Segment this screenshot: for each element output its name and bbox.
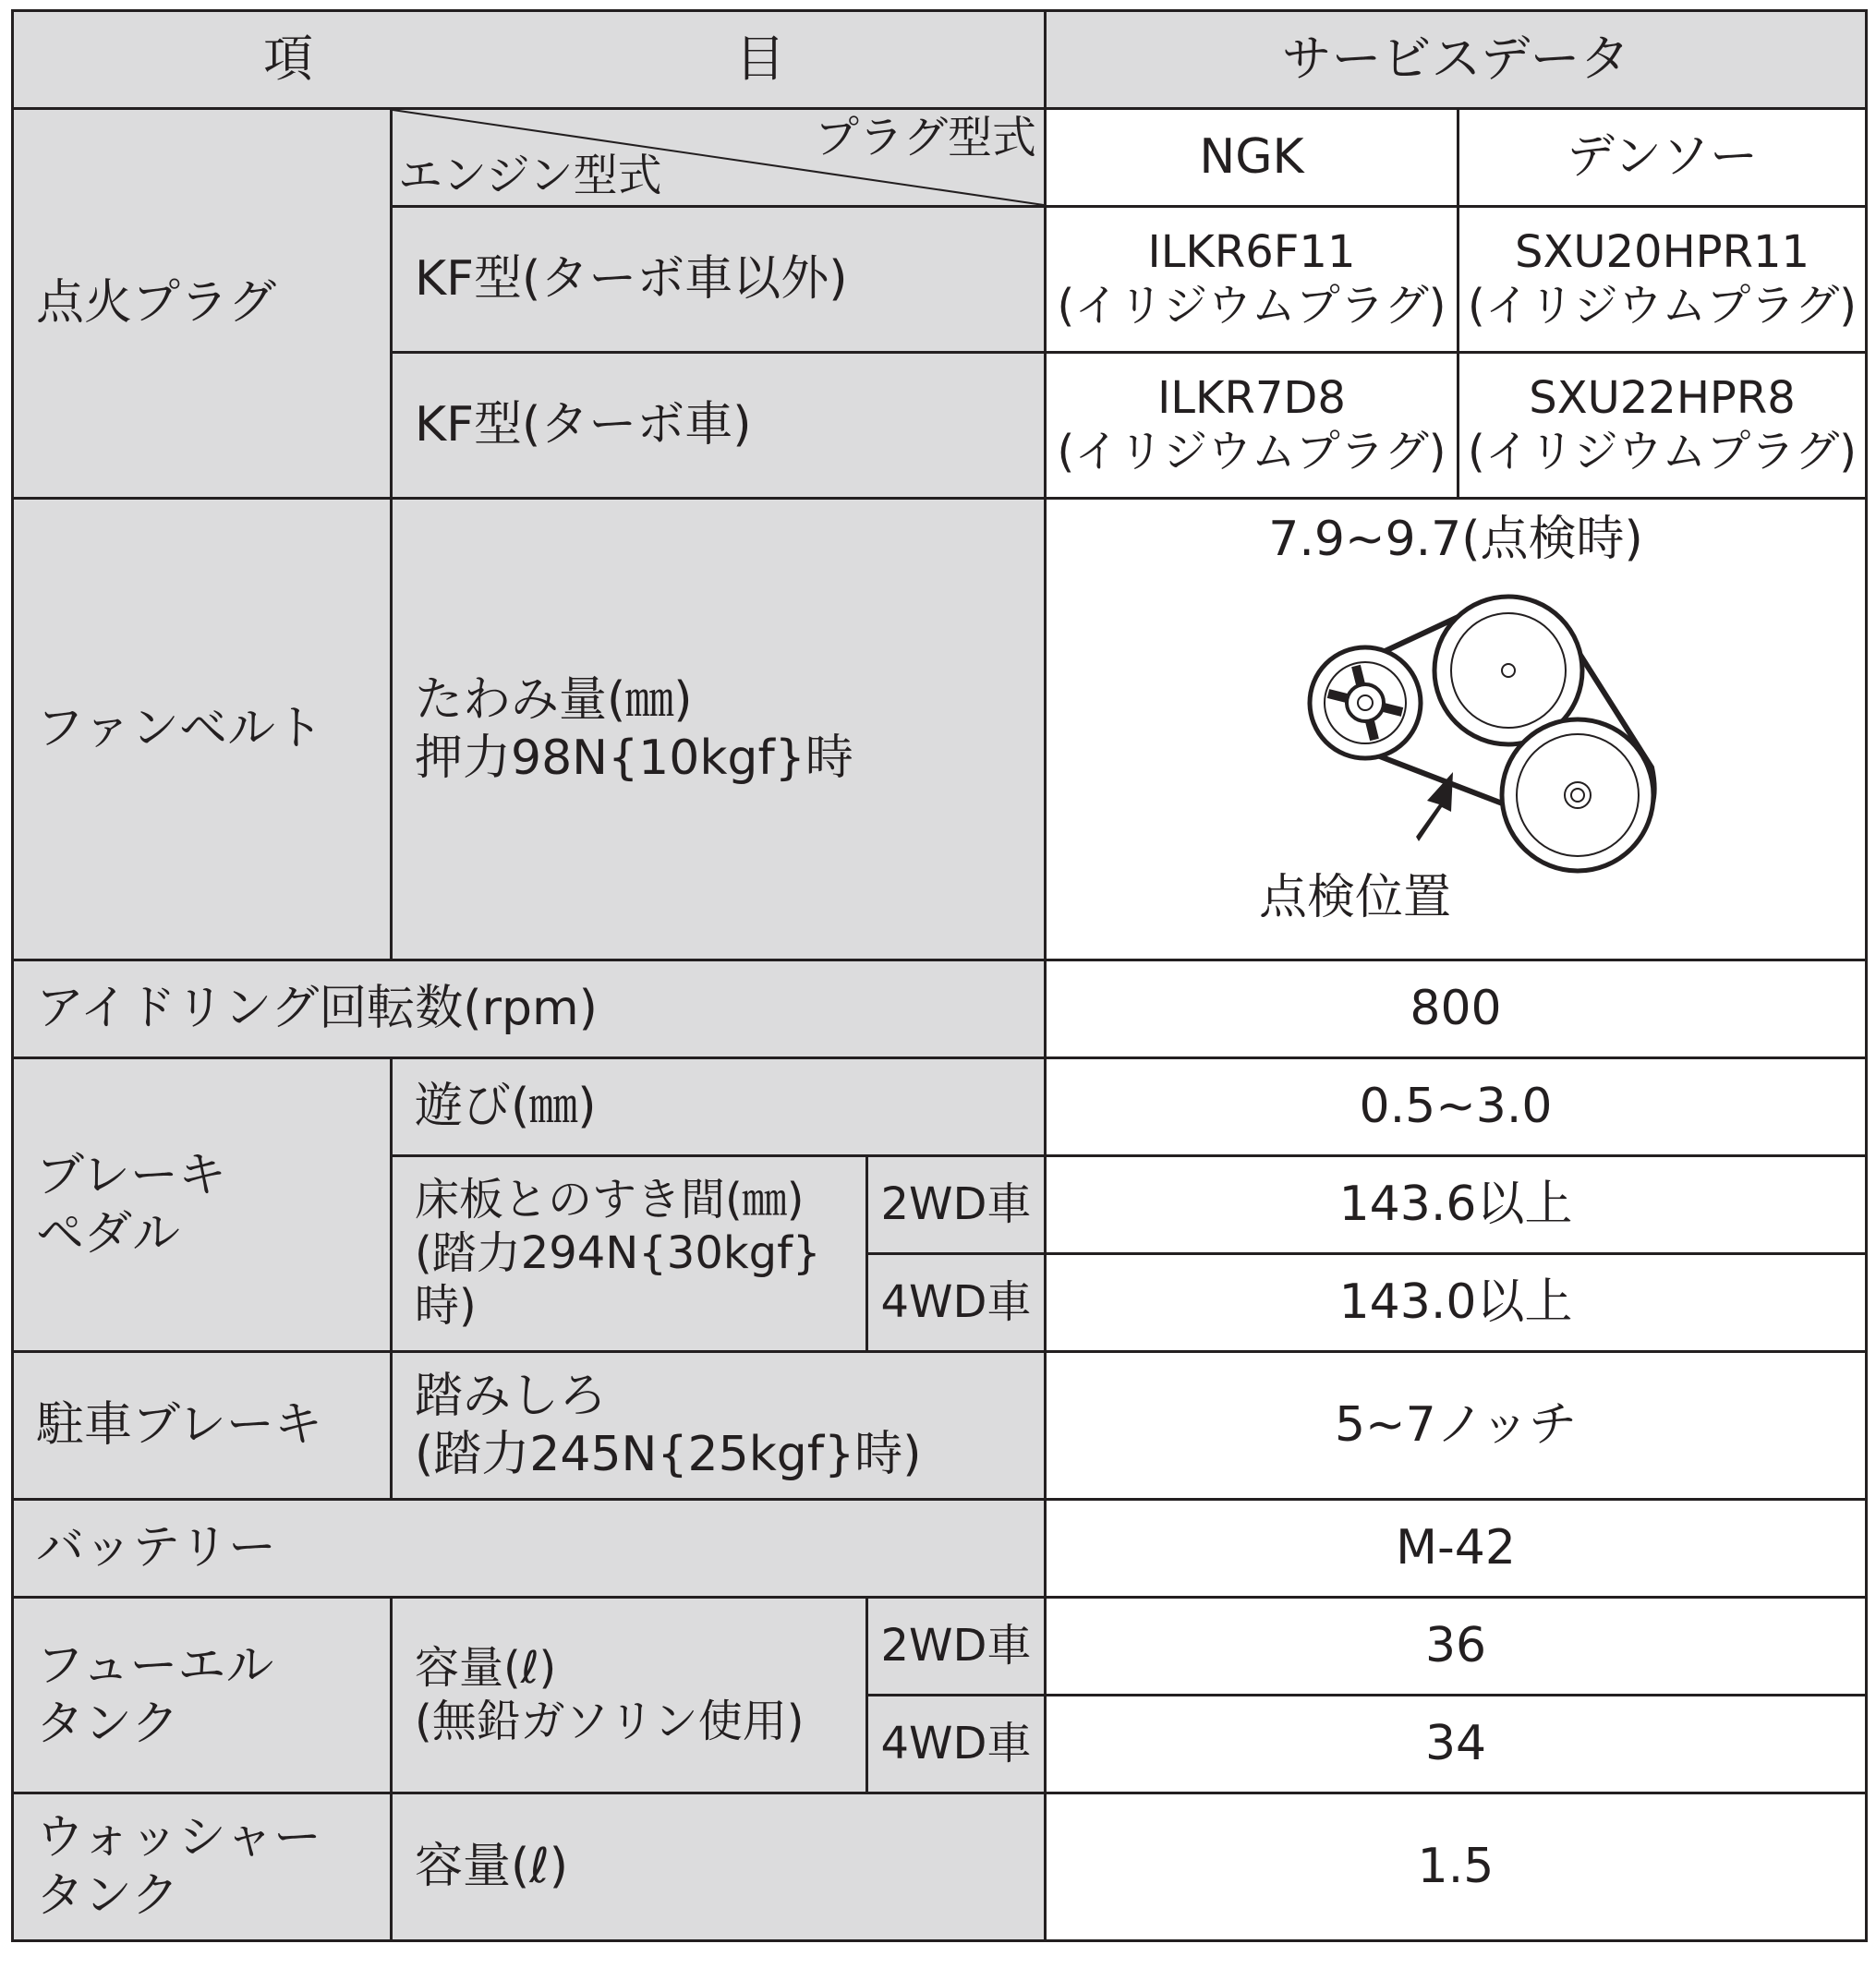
- parking-brake-item: [392, 1352, 1046, 1500]
- brake-clearance-line2: (踏力294N{30kgf}時): [415, 1226, 821, 1333]
- ngk-plug-turbo: [1046, 353, 1458, 499]
- brand-denso: デンソー: [1458, 109, 1867, 207]
- washer-tank-value: 1.5: [1046, 1793, 1867, 1941]
- brake-drive-4wd: 4WD車: [867, 1254, 1046, 1352]
- fuel-tank-item-line2: (無鉛ガソリン使用): [415, 1695, 805, 1747]
- ngk-part-number: ILKR6F11: [1147, 225, 1356, 278]
- fuel-tank-item-line1: 容量(ℓ): [415, 1641, 557, 1694]
- washer-tank-item: 容量(ℓ): [392, 1793, 1046, 1941]
- denso-note: (イリジウムプラグ): [1468, 425, 1858, 477]
- plug-type-label: プラグ型式: [815, 112, 1037, 163]
- idling-label: アイドリング回転数(rpm): [13, 960, 1046, 1058]
- engine-kf-turbo: KF型(ターボ車): [392, 353, 1046, 499]
- denso-plug-non-turbo: [1458, 207, 1867, 353]
- fuel-drive-4wd: 4WD車: [867, 1696, 1046, 1793]
- denso-note: (イリジウムプラグ): [1468, 279, 1858, 332]
- fan-belt-label: ファンベルト: [13, 499, 392, 960]
- engine-kf-non-turbo: KF型(ターボ車以外): [392, 207, 1046, 353]
- fuel-tank-label: [13, 1598, 392, 1793]
- washer-tank-label-line1: ウォッシャー: [36, 1810, 321, 1866]
- brake-play-label: 遊び(㎜): [392, 1058, 1046, 1156]
- brake-pedal-label-line2: ペダル: [36, 1205, 181, 1262]
- brake-clearance-line1: 床板とのすき間(㎜): [415, 1174, 805, 1226]
- fuel-tank-label-line2: タンク: [36, 1696, 179, 1752]
- brake-clearance-2wd: 143.6以上: [1046, 1156, 1867, 1254]
- denso-part-number: SXU22HPR8: [1529, 371, 1796, 424]
- inspection-position-label: 点検位置: [1259, 870, 1452, 925]
- engine-type-label: エンジン型式: [398, 150, 662, 202]
- brake-play-value: 0.5~3.0: [1046, 1058, 1867, 1156]
- idling-value: 800: [1046, 960, 1867, 1058]
- brake-clearance-4wd: 143.0以上: [1046, 1254, 1867, 1352]
- battery-value: M-42: [1046, 1500, 1867, 1598]
- belt-diagram-icon: [1287, 592, 1675, 878]
- ngk-plug-non-turbo: [1046, 207, 1458, 353]
- fuel-tank-label-line1: フューエル: [36, 1638, 274, 1695]
- brake-drive-2wd: 2WD車: [867, 1156, 1046, 1254]
- fuel-capacity-2wd: 36: [1046, 1598, 1867, 1696]
- fuel-drive-2wd: 2WD車: [867, 1598, 1046, 1696]
- fan-belt-value-cell: [1046, 499, 1867, 960]
- service-data-table: [11, 9, 1868, 1942]
- washer-tank-label: [13, 1793, 392, 1941]
- washer-tank-label-line2: タンク: [36, 1867, 179, 1924]
- header-item: [13, 11, 1046, 109]
- header-service-data: サービスデータ: [1046, 11, 1867, 109]
- brake-clearance-label: [392, 1156, 867, 1352]
- spark-plug-label: 点火プラグ: [13, 109, 392, 499]
- fuel-capacity-4wd: 34: [1046, 1696, 1867, 1793]
- fuel-tank-item: [392, 1598, 867, 1793]
- fan-belt-item: [392, 499, 1046, 960]
- fan-belt-item-line1: たわみ量(㎜): [415, 672, 693, 729]
- header-item-right: 目: [735, 30, 786, 89]
- brake-pedal-label: [13, 1058, 392, 1352]
- ngk-part-number: ILKR7D8: [1157, 371, 1346, 424]
- brake-pedal-label-line1: ブレーキ: [36, 1148, 226, 1204]
- parking-brake-value: 5~7ノッチ: [1046, 1352, 1867, 1500]
- fan-belt-item-line2: 押力98N{10kgf}時: [415, 730, 853, 786]
- brand-ngk: NGK: [1046, 109, 1458, 207]
- denso-part-number: SXU20HPR11: [1515, 225, 1810, 278]
- ngk-note: (イリジウムプラグ): [1057, 425, 1446, 477]
- header-item-left: 項: [263, 30, 313, 89]
- parking-brake-item-line1: 踏みしろ: [415, 1369, 608, 1425]
- battery-label: バッテリー: [13, 1500, 1046, 1598]
- fan-belt-value: 7.9~9.7(点検時): [1268, 512, 1643, 567]
- plug-engine-diagonal-header: [392, 109, 1046, 207]
- parking-brake-label: 駐車ブレーキ: [13, 1352, 392, 1500]
- parking-brake-item-line2: (踏力245N{25kgf}時): [415, 1426, 922, 1482]
- denso-plug-turbo: [1458, 353, 1867, 499]
- ngk-note: (イリジウムプラグ): [1057, 279, 1446, 332]
